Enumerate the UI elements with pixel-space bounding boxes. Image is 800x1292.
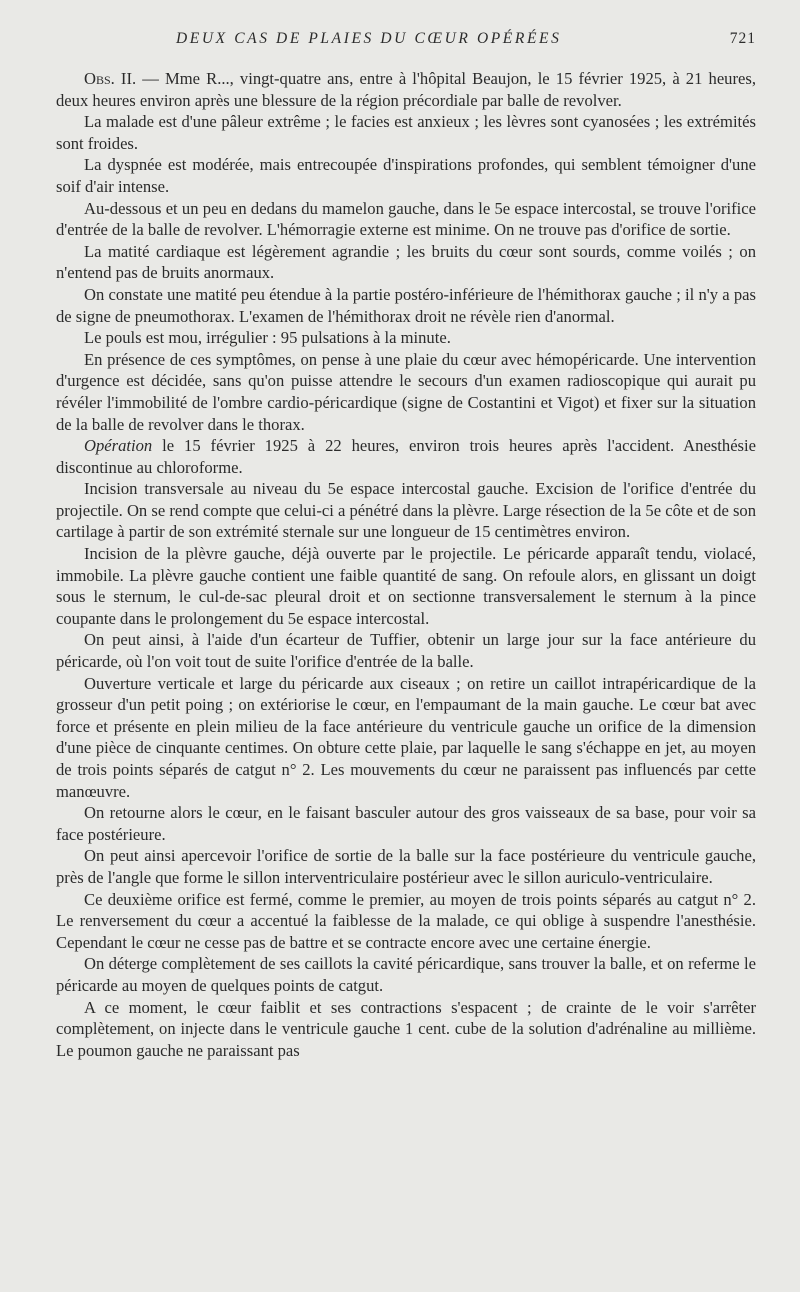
paragraph: Obs. II. — Mme R..., vingt-quatre ans, entre à l'hôpital Beaujon, le 15 février 1925, à 21 heures, deux heures environ après une blessure de la région précordiale par balle de revolver. [56, 69, 756, 110]
paragraph: Incision de la plèvre gauche, déjà ouverte par le projectile. Le péricarde apparaît tendu, violacé, immobile. La plèvre gauche contient une faible quantité de sang. On refoule alors, en glissant un doigt sous le sternum, le cul-de-sac pleural droit et on sectionne transversalement le sternum à la pince coupante dans le prolongement du 5e espace intercostal. [56, 544, 756, 628]
paragraph: En présence de ces symptômes, on pense à une plaie du cœur avec hémopéricarde. Une intervention d'urgence est décidée, sans qu'on puisse attendre le secours d'un examen radioscopique qui aurait pu révéler l'immobilité de l'ombre cardio-péricardique (signe de Costantini et Vigot) et fixer sur la situation de la balle de revolver dans le thorax. [56, 349, 756, 434]
paragraph: La matité cardiaque est légèrement agrandie ; les bruits du cœur sont sourds, comme voilés ; on n'entend pas de bruits anormaux. [56, 241, 756, 283]
paragraph: Incision transversale au niveau du 5e espace intercostal gauche. Excision de l'orifice d'entrée du projectile. On se rend compte que celui-ci a pénétré dans la plèvre. Large résection de la 5e côte et de son cartilage à partir de son extrémité sternale sur une longueur de 15 centimètres environ. [56, 479, 757, 542]
page-number: 721 [729, 30, 756, 47]
paragraph: On constate une matité peu étendue à la partie postéro-inférieure de l'hémithorax gauche ; il n'y a pas de signe de pneumothorax. L'examen de l'hémithorax droit ne révèle rien d'anormal. [56, 284, 756, 326]
paragraph: La dyspnée est modérée, mais entrecoupée d'inspirations profondes, qui semblent témoigner d'une soif d'air intense. [56, 155, 756, 196]
paragraph: Ouverture verticale et large du péricarde aux ciseaux ; on retire un caillot intrapéricardique de la grosseur d'un petit poing ; on extériorise le cœur, en l'empaumant de la main gauche. Le cœur bat avec force et présente en plein milieu de la face antérieure du ventricule gauche un orifice de la dimension d'une pièce de cinquante centimes. On obture cette plaie, par laquelle le sang s'échappe en jet, au moyen de trois points séparés de catgut n° 2. Les mouvements du cœur ne paraissent pas influencés par cette manœuvre. [56, 673, 756, 801]
paragraph: Au-dessous et un peu en dedans du mamelon gauche, dans le 5e espace intercostal, se trouve l'orifice d'entrée de la balle de revolver. L'hémorragie externe est minime. On ne trouve pas d'orifice de sortie. [56, 198, 756, 240]
paragraph: On déterge complètement de ses caillots la cavité péricardique, sans trouver la balle, et on referme le péricarde au moyen de quelques points de catgut. [56, 954, 756, 995]
operation-label: Opération [84, 436, 153, 456]
paragraph: Le pouls est mou, irrégulier : 95 pulsations à la minute. [84, 328, 451, 348]
paragraph: On peut ainsi apercevoir l'orifice de sortie de la balle sur la face postérieure du ventricule gauche, près de l'angle que forme le sillon interventriculaire postérieur avec le sillon auriculo-ventriculaire. [56, 846, 756, 887]
paragraph: On retourne alors le cœur, en le faisant basculer autour des gros vaisseaux de sa base, pour voir sa face postérieure. [56, 803, 756, 844]
paragraph: A ce moment, le cœur faiblit et ses contractions s'espacent ; de crainte de le voir s'arrêter complètement, on injecte dans le ventricule gauche 1 cent. cube de la solution d'adrénaline au millième. Le poumon gauche ne paraissant pas [56, 997, 756, 1060]
running-header [56, 30, 756, 56]
paragraph: La malade est d'une pâleur extrême ; le facies est anxieux ; les lèvres sont cyanosées ; les extrémités sont froides. [56, 112, 756, 153]
paragraph: Opération le 15 février 1925 à 22 heures, environ trois heures après l'accident. Anesthésie discontinue au chloroforme. [56, 436, 756, 477]
paragraph: On peut ainsi, à l'aide d'un écarteur de Tuffier, obtenir un large jour sur la face antérieure du péricarde, où l'on voit tout de suite l'orifice d'entrée de la balle. [56, 630, 756, 672]
body-text [56, 68, 756, 1061]
observation-label: Obs. II. [84, 69, 137, 88]
running-title: DEUX CAS DE PLAIES DU CŒUR OPÉRÉES [176, 30, 562, 47]
paragraph: Ce deuxième orifice est fermé, comme le premier, au moyen de trois points séparés au catgut n° 2. Le renversement du cœur a accentué la faiblesse de la malade, ce qui oblige à suspendre l'anesthésie. Cependant le cœur ne cesse pas de battre et se contracte encore avec une certaine énergie. [56, 889, 756, 952]
